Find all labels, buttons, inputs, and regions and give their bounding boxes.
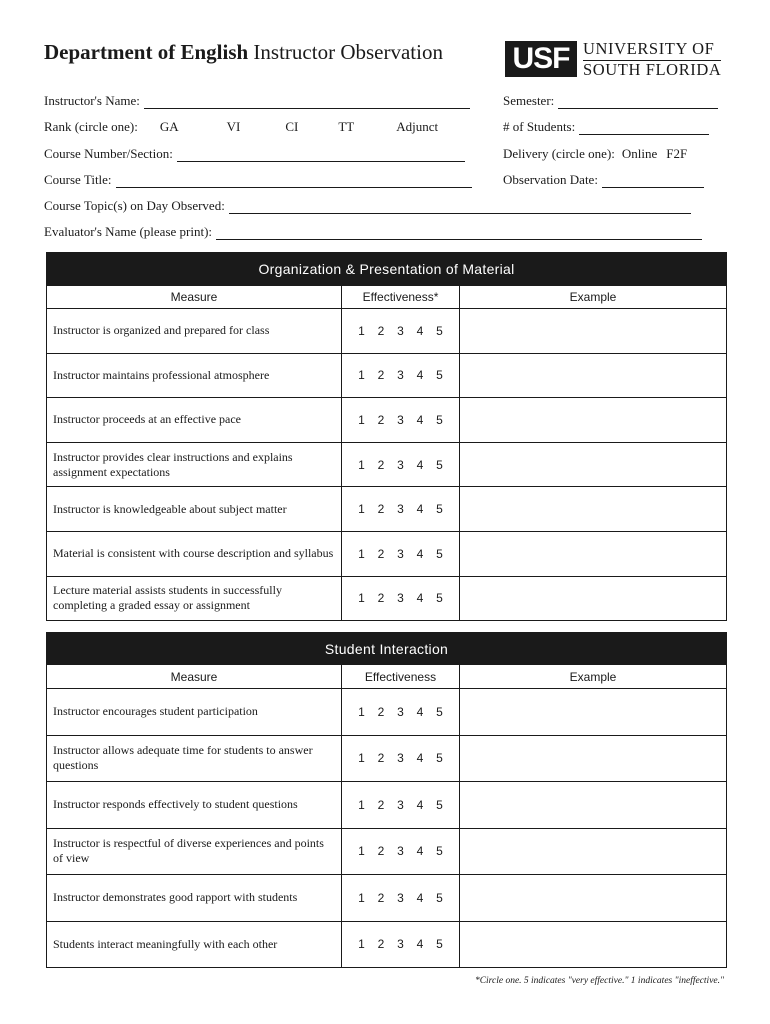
table-row: [47, 828, 727, 875]
table-row: [47, 442, 727, 487]
table-row: [47, 782, 727, 829]
measure-text: Instructor is organized and prepared for class: [47, 309, 342, 354]
scale-footnote: *Circle one. 5 indicates "very effective." 1 indicates "ineffective.": [474, 976, 724, 986]
delivery-label: Delivery (circle one):: [503, 146, 615, 161]
logo-mark: USF: [505, 41, 577, 77]
column-example: Example: [460, 286, 727, 309]
measure-text: Lecture material assists students in successfully completing a graded essay or assignment: [47, 576, 342, 621]
rating-option[interactable]: 2: [377, 751, 385, 766]
rating-option[interactable]: 2: [377, 797, 385, 812]
rating-option[interactable]: 1: [358, 412, 365, 427]
rating-option[interactable]: 5: [436, 323, 443, 338]
column-measure: Measure: [47, 665, 342, 689]
semester-input[interactable]: [558, 96, 718, 109]
rating-option[interactable]: 3: [397, 704, 404, 719]
rank-option-ga[interactable]: GA: [159, 119, 179, 134]
table-row: [47, 398, 727, 443]
example-cell[interactable]: [460, 735, 727, 782]
rating-option[interactable]: 3: [397, 844, 404, 859]
rating-option[interactable]: 4: [416, 457, 424, 472]
course-topic-field: [44, 198, 691, 214]
course-topic-label: Course Topic(s) on Day Observed:: [44, 198, 225, 213]
effectiveness-scale: [342, 531, 460, 576]
evaluator-name-label: Evaluator's Name (please print):: [44, 224, 213, 239]
rating-option[interactable]: 1: [358, 502, 365, 517]
section-2-column-headers: [47, 665, 727, 689]
example-cell[interactable]: [460, 689, 727, 736]
instructor-name-field: [44, 93, 470, 109]
rating-option[interactable]: 5: [436, 546, 443, 561]
column-example: Example: [460, 665, 727, 689]
logo-line-1: UNIVERSITY OF: [583, 39, 715, 58]
instructor-name-label: Instructor's Name:: [44, 93, 140, 108]
column-measure: Measure: [47, 286, 342, 309]
rating-option[interactable]: 2: [377, 323, 385, 338]
delivery-option-f2f[interactable]: F2F: [666, 146, 688, 161]
rating-option[interactable]: 4: [416, 368, 424, 383]
observation-date-input[interactable]: [602, 175, 704, 188]
rating-option[interactable]: 2: [377, 412, 385, 427]
rating-option[interactable]: 1: [358, 704, 365, 719]
effectiveness-scale: [342, 487, 460, 532]
rating-option[interactable]: 2: [377, 591, 385, 606]
section-1-column-headers: [47, 286, 727, 309]
table-row: [47, 309, 727, 354]
course-number-input[interactable]: [177, 149, 465, 162]
measure-text: Instructor maintains professional atmosphere: [47, 353, 342, 398]
table-row: [47, 487, 727, 532]
rating-option[interactable]: 5: [436, 704, 443, 719]
rank-option-tt[interactable]: TT: [338, 119, 355, 134]
rating-option[interactable]: 4: [416, 937, 424, 952]
rating-option[interactable]: 4: [416, 412, 424, 427]
student-interaction-table: [46, 632, 727, 968]
rating-option[interactable]: 3: [397, 502, 404, 517]
rating-option[interactable]: 3: [397, 890, 404, 905]
effectiveness-scale: [342, 735, 460, 782]
observation-date-label: Observation Date:: [503, 172, 598, 187]
rating-option[interactable]: 2: [377, 368, 385, 383]
rating-option[interactable]: 5: [436, 502, 443, 517]
num-students-label: # of Students:: [503, 119, 576, 134]
section-1-title: Organization & Presentation of Material: [47, 253, 727, 286]
form-name: Instructor Observation: [253, 40, 443, 64]
effectiveness-scale: [342, 782, 460, 829]
column-effectiveness: Effectiveness: [342, 665, 460, 689]
effectiveness-scale: [342, 576, 460, 621]
rating-option[interactable]: 1: [358, 890, 365, 905]
example-cell[interactable]: [460, 398, 727, 443]
rating-option[interactable]: 4: [416, 591, 424, 606]
example-cell[interactable]: [460, 875, 727, 922]
rating-option[interactable]: 2: [377, 844, 385, 859]
rating-option[interactable]: 4: [416, 546, 424, 561]
rating-option[interactable]: 3: [397, 591, 404, 606]
rating-option[interactable]: 4: [416, 323, 424, 338]
course-title-label: Course Title:: [44, 172, 112, 187]
rating-option[interactable]: 1: [358, 457, 365, 472]
rank-option-vi[interactable]: VI: [226, 119, 241, 134]
rating-option[interactable]: 5: [436, 844, 443, 859]
rating-option[interactable]: 3: [397, 546, 404, 561]
example-cell[interactable]: [460, 782, 727, 829]
table-row: [47, 875, 727, 922]
rating-option[interactable]: 1: [358, 797, 365, 812]
rating-option[interactable]: 5: [436, 890, 443, 905]
column-effectiveness: Effectiveness*: [342, 286, 460, 309]
table-row: [47, 353, 727, 398]
instructor-name-input[interactable]: [144, 96, 470, 109]
rating-option[interactable]: 5: [436, 412, 443, 427]
rating-option[interactable]: 1: [358, 591, 365, 606]
organization-presentation-table: [46, 252, 727, 621]
rating-option[interactable]: 1: [358, 751, 365, 766]
example-cell[interactable]: [460, 531, 727, 576]
course-topic-input[interactable]: [229, 201, 691, 214]
effectiveness-scale: [342, 921, 460, 968]
rating-option[interactable]: 4: [416, 502, 424, 517]
measure-text: Instructor allows adequate time for students to answer questions: [47, 735, 342, 782]
delivery-option-online[interactable]: Online: [621, 146, 658, 161]
num-students-input[interactable]: [579, 122, 709, 135]
rating-option[interactable]: 3: [397, 412, 404, 427]
rating-option[interactable]: 5: [436, 368, 443, 383]
semester-label: Semester:: [503, 93, 555, 108]
rank-option-ci[interactable]: CI: [285, 119, 299, 134]
measure-text: Instructor demonstrates good rapport with students: [47, 875, 342, 922]
rating-option[interactable]: 3: [397, 323, 404, 338]
course-title-input[interactable]: [116, 175, 472, 188]
num-students-field: [503, 119, 709, 135]
measure-text: Instructor is respectful of diverse experiences and points of view: [47, 828, 342, 875]
rating-option[interactable]: 4: [416, 797, 424, 812]
rating-option[interactable]: 5: [436, 937, 443, 952]
rating-option[interactable]: 2: [377, 502, 385, 517]
course-number-field: [44, 146, 465, 162]
rating-option[interactable]: 2: [377, 457, 385, 472]
rating-option[interactable]: 4: [416, 844, 424, 859]
example-cell[interactable]: [460, 442, 727, 487]
table-row: [47, 576, 727, 621]
rating-option[interactable]: 3: [397, 751, 404, 766]
rating-option[interactable]: 3: [397, 457, 404, 472]
effectiveness-scale: [342, 875, 460, 922]
rating-option[interactable]: 5: [436, 751, 443, 766]
logo-line-2: SOUTH FLORIDA: [583, 60, 722, 79]
rating-option[interactable]: 4: [416, 704, 424, 719]
rank-option-adjunct[interactable]: Adjunct: [396, 119, 439, 134]
rating-option[interactable]: 5: [436, 457, 443, 472]
form-title: [44, 40, 443, 65]
rank-field: [44, 119, 438, 135]
table-row: [47, 531, 727, 576]
rating-option[interactable]: 2: [377, 937, 385, 952]
rating-option[interactable]: 1: [358, 323, 365, 338]
section-2-title: Student Interaction: [47, 633, 727, 665]
rating-option[interactable]: 4: [416, 751, 424, 766]
rating-option[interactable]: 4: [416, 890, 424, 905]
effectiveness-scale: [342, 828, 460, 875]
example-cell[interactable]: [460, 576, 727, 621]
delivery-field: [503, 146, 687, 162]
measure-text: Instructor responds effectively to student questions: [47, 782, 342, 829]
measure-text: Instructor is knowledgeable about subject matter: [47, 487, 342, 532]
effectiveness-scale: [342, 689, 460, 736]
rank-label: Rank (circle one):: [44, 119, 138, 134]
department-name: Department of English: [44, 40, 249, 64]
rating-option[interactable]: 2: [377, 546, 385, 561]
example-cell[interactable]: [460, 353, 727, 398]
measure-text: Instructor provides clear instructions and explains assignment expectations: [47, 442, 342, 487]
example-cell[interactable]: [460, 487, 727, 532]
evaluator-name-input[interactable]: [216, 227, 702, 240]
table-row: [47, 689, 727, 736]
example-cell[interactable]: [460, 828, 727, 875]
rating-option[interactable]: 5: [436, 797, 443, 812]
table-row: [47, 921, 727, 968]
measure-text: Material is consistent with course description and syllabus: [47, 531, 342, 576]
rating-option[interactable]: 5: [436, 591, 443, 606]
rating-option[interactable]: 3: [397, 368, 404, 383]
measure-text: Instructor proceeds at an effective pace: [47, 398, 342, 443]
observation-date-field: [503, 172, 704, 188]
semester-field: [503, 93, 718, 109]
rating-option[interactable]: 1: [358, 844, 365, 859]
rating-option[interactable]: 2: [377, 890, 385, 905]
example-cell[interactable]: [460, 309, 727, 354]
rating-option[interactable]: 3: [397, 937, 404, 952]
rating-option[interactable]: 1: [358, 546, 365, 561]
example-cell[interactable]: [460, 921, 727, 968]
rating-option[interactable]: 2: [377, 704, 385, 719]
rating-option[interactable]: 3: [397, 797, 404, 812]
course-number-label: Course Number/Section:: [44, 146, 173, 161]
evaluator-name-field: [44, 224, 702, 240]
measure-text: Students interact meaningfully with each other: [47, 921, 342, 968]
effectiveness-scale: [342, 353, 460, 398]
measure-text: Instructor encourages student participation: [47, 689, 342, 736]
course-title-field: [44, 172, 472, 188]
rating-option[interactable]: 1: [358, 937, 365, 952]
effectiveness-scale: [342, 398, 460, 443]
table-row: [47, 735, 727, 782]
effectiveness-scale: [342, 442, 460, 487]
rating-option[interactable]: 1: [358, 368, 365, 383]
effectiveness-scale: [342, 309, 460, 354]
